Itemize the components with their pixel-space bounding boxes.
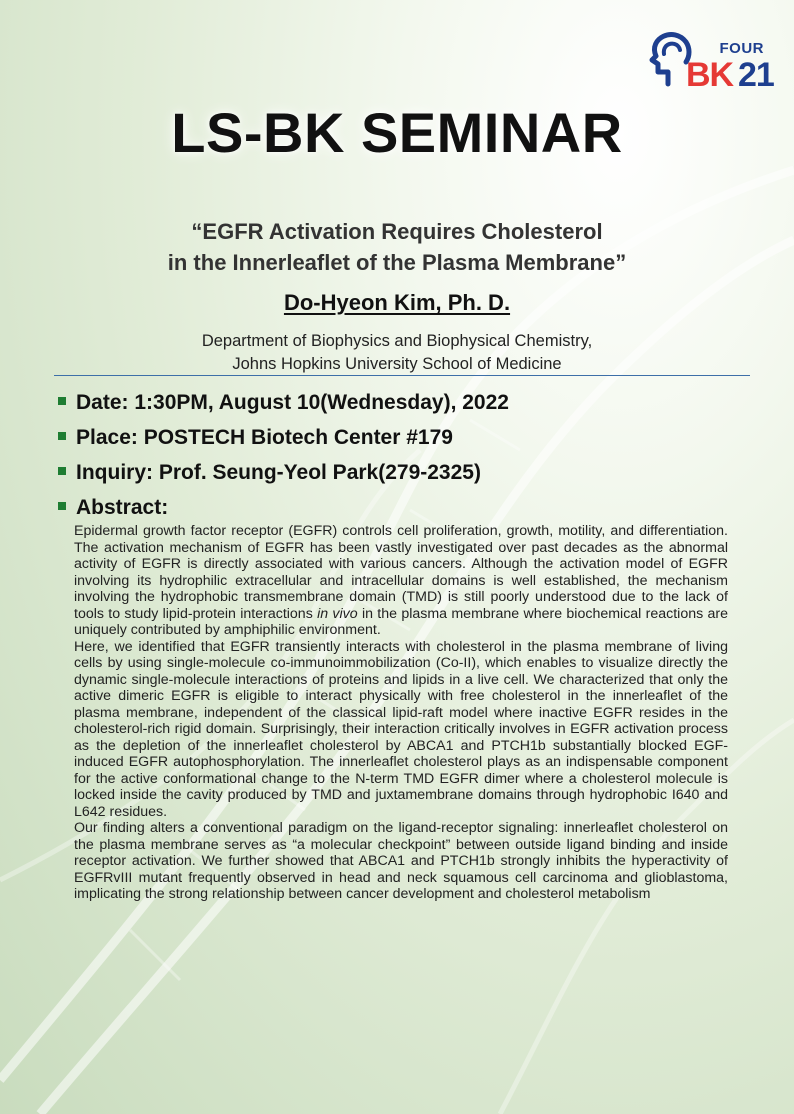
head-profile-logo-icon [634,26,694,88]
four-bk21-logo [634,26,774,98]
abstract-p1-part-a: Epidermal growth factor receptor (EGFR) controls cell proliferation, growth, motility, and differentiation. The activation mechanism of EGFR has been vastly investigated over past decades as the abnormal activity of EGFR is directly associated with various cancers. Although the activation model of EGFR involving its hydrophilic extracellular and intracellular domains is well established, the mechanism involving the hydrophobic transmembrane domain (TMD) is still poorly understood due to the lack of tools to study lipid-protein interactions [74,523,728,622]
abstract-paragraph-1 [74,523,728,639]
abstract-paragraph-2: Here, we identified that EGFR transiently interacts with cholesterol in the plasma membrane of living cells by using single-molecule co-immunoimmobilization (Co-II), which enables to visualize directly the dynamic single-molecule interactions of proteins and lipids in a live cell. We characterized that only the active dimeric EGFR is eligible to interact physically with free cholesterol in the innerleaflet of the plasma membrane, independent of the classical lipid-raft model where inactive EGFR resides in the cholesterol-rich rigid domain. Surprisingly, their interaction critically involves in EGFR activation process as the depletion of the innerleaflet cholesterol by ABCA1 and PTCH1b substantially blocked EGF-induced EGFR autophosphorylation. The innerleaflet cholesterol plays as an indispensable component for the active conformational change to the N-term TMD EGFR dimer where a cholesterol molecule is locked inside the cavity produced by TMD and juxtamembrane domains through hydrophobic I640 and L642 residues. [74,638,728,820]
speaker-name-text: Do-Hyeon Kim, Ph. D. [283,290,511,315]
info-abstract-heading [58,490,509,525]
logo-21-text: 21 [738,56,774,94]
affiliation-line-2: Johns Hopkins University School of Medicine [232,355,562,373]
square-bullet-icon [58,467,66,475]
info-place [58,420,509,455]
square-bullet-icon [58,502,66,510]
speaker-affiliation [0,330,794,376]
abstract-paragraph-3: Our finding alters a conventional paradigm on the ligand-receptor signaling: innerleaflet cholesterol on the plasma membrane serves as “a molecular checkpoint” between outside ligand binding and inside receptor activation. We further showed that ABCA1 and PTCH1b strongly inhibits the hyperactivity of EGFRvIII mutant frequently observed in head and neck squamous cell carcinoma and glioblastoma, implicating the strong relationship between cancer development and cholesterol metabolism [74,820,728,902]
square-bullet-icon [58,397,66,405]
talk-title-line-2: in the Innerleaflet of the Plasma Membrane” [167,250,627,275]
info-inquiry [58,455,509,490]
info-inquiry-text: Inquiry: Prof. Seung-Yeol Park(279-2325) [76,461,481,484]
logo-bk-text: BK [686,56,734,94]
talk-title-line-1: “EGFR Activation Requires Cholesterol [191,219,603,244]
abstract-body [74,523,728,903]
abstract-p1-italic: in vivo [317,605,358,622]
abstract-p1-part-b: in the plasma membrane where biochemical reactions are uniquely contributed by amphiphilic environment. [74,605,728,638]
info-date-text: Date: 1:30PM, August 10(Wednesday), 2022 [76,391,509,414]
event-info-list [58,385,509,525]
logo-four-text: FOUR [719,40,764,57]
divider-rule [54,375,750,376]
speaker-name [0,290,794,316]
info-date [58,385,509,420]
square-bullet-icon [58,432,66,440]
abstract-heading-text: Abstract: [76,496,169,519]
affiliation-line-1: Department of Biophysics and Biophysical Chemistry, [201,332,593,350]
info-place-text: Place: POSTECH Biotech Center #179 [76,426,453,449]
talk-title [0,216,794,278]
seminar-headline: LS-BK SEMINAR [171,101,623,164]
